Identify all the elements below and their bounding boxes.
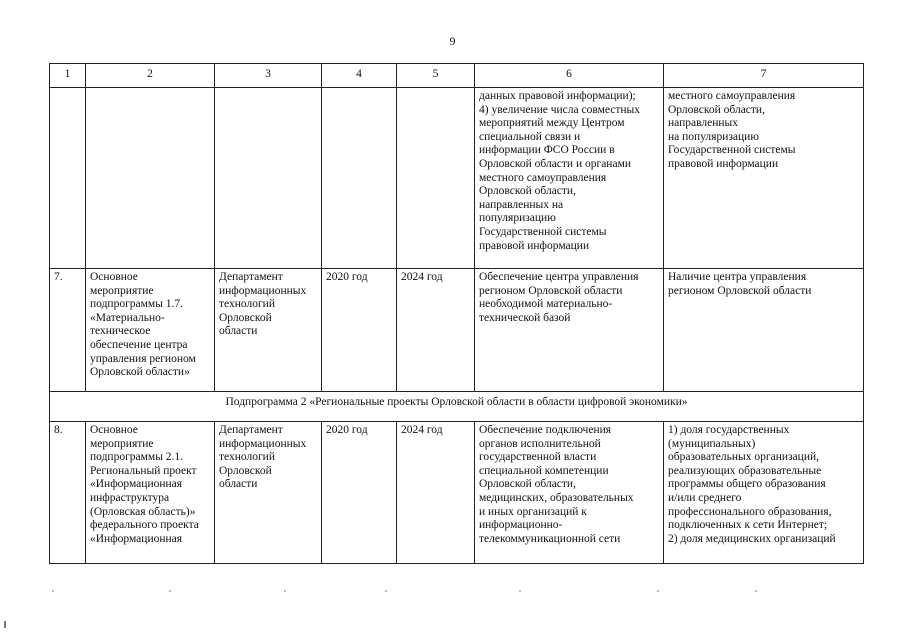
column-header-1: 1 (50, 64, 86, 88)
column-header-3: 3 (215, 64, 322, 88)
table-cell (322, 88, 397, 269)
scan-dot (52, 590, 54, 592)
scan-dot (657, 590, 659, 592)
expected-result: Обеспечение подключения органов исполнительной государственной власти специальной компетенции Орловской области, медицинских, образовательных и иных организаций к информационно- телекоммуникационной сети (475, 422, 664, 564)
table-cell (397, 88, 475, 269)
scan-dot (755, 590, 757, 592)
table-cell (215, 88, 322, 269)
column-header-2: 2 (86, 64, 215, 88)
measures-table (49, 63, 864, 564)
expected-result: Обеспечение центра управления регионом Орловской области необходимой материально- технической базой (475, 269, 664, 392)
table-cell: данных правовой информации); 4) увеличение числа совместных мероприятий между Центром специальной связи и информации ФСО России в Орловской области и органами местного самоуправления Орловской области, направленных на популяризацию Государственной системы правовой информации (475, 88, 664, 269)
measure-name: Основное мероприятие подпрограммы 2.1. Региональный проект «Информационная инфраструктура (Орловская область)» федерального проекта «Информационная (86, 422, 215, 564)
end-year: 2024 год (397, 422, 475, 564)
column-header-5: 5 (397, 64, 475, 88)
executor: Департамент информационных технологий Орловской области (215, 422, 322, 564)
row-number: 7. (50, 269, 86, 392)
start-year: 2020 год (322, 269, 397, 392)
column-header-7: 7 (664, 64, 864, 88)
page-number: 9 (449, 34, 456, 48)
executor: Департамент информационных технологий Орловской области (215, 269, 322, 392)
table-row (50, 88, 864, 269)
table-row (50, 422, 864, 564)
measure-name: Основное мероприятие подпрограммы 1.7. «Материально- техническое обеспечение центра управления регионом Орловской области» (86, 269, 215, 392)
column-header-6: 6 (475, 64, 664, 88)
indicator: 1) доля государственных (муниципальных) образовательных организаций, реализующих образовательные программы общего образования и/или среднего профессионального образования, подключенных к сети Интернет; 2) доля медицинских организаций (664, 422, 864, 564)
scan-dot (169, 590, 171, 592)
subprogram-title: Подпрограмма 2 «Региональные проекты Орловской области в области цифровой экономики» (50, 392, 864, 422)
scan-mark (4, 621, 6, 628)
end-year: 2024 год (397, 269, 475, 392)
column-number-row (50, 64, 864, 88)
row-number: 8. (50, 422, 86, 564)
scan-dot (284, 590, 286, 592)
scan-dot (385, 590, 387, 592)
column-header-4: 4 (322, 64, 397, 88)
scan-dot (519, 590, 521, 592)
table-cell (50, 88, 86, 269)
start-year: 2020 год (322, 422, 397, 564)
scan-artifact-dots (49, 590, 863, 594)
indicator: Наличие центра управления регионом Орловской области (664, 269, 864, 392)
subprogram-row (50, 392, 864, 422)
table-cell: местного самоуправления Орловской области, направленных на популяризацию Государственной системы правовой информации (664, 88, 864, 269)
table-cell (86, 88, 215, 269)
table-row (50, 269, 864, 392)
